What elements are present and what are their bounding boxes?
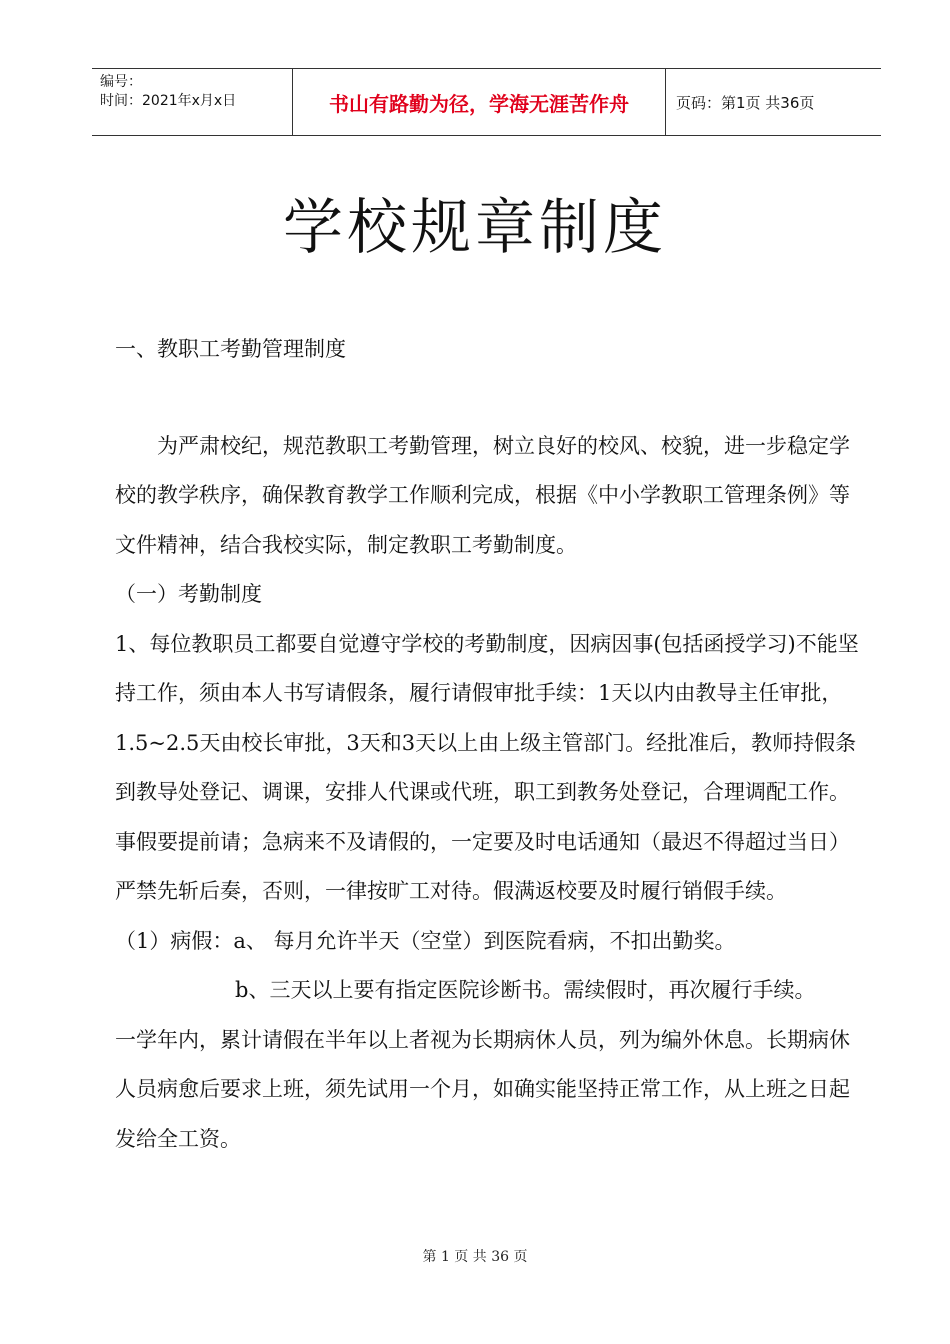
time-label: 时间：2021年x月x日: [100, 93, 237, 109]
sick-leave-b: b、三天以上要有指定医院诊断书。需续假时，再次履行手续。: [235, 978, 816, 1002]
sick-leave-a: （1）病假：a、 每月允许半天（空堂）到医院看病，不扣出勤奖。: [115, 928, 736, 953]
document-header: [92, 68, 881, 136]
document-body: [115, 325, 860, 1164]
header-motto: 书山有路勤为径，学海无涯苦作舟: [293, 69, 666, 135]
section-heading: 一、教职工考勤管理制度: [115, 337, 346, 361]
intro-paragraph: 为严肃校纪，规范教职工考勤管理，树立良好的校风、校貌，进一步稳定学校的教学秩序，确保教育教学工作顺利完成，根据《中小学教职工管理条例》等文件精神，结合我校实际，制定教职工考勤制度。: [115, 433, 850, 557]
long-term-leave-paragraph: 一学年内，累计请假在半年以上者视为长期病休人员，列为编外休息。长期病休人员病愈后要求上班，须先试用一个月，如确实能坚持正常工作，从上班之日起发给全工资。: [115, 1027, 850, 1151]
document-title: 学校规章制度: [283, 193, 667, 263]
page-footer: 第 1 页 共 36 页: [422, 1249, 528, 1265]
header-meta: [92, 69, 293, 135]
number-label: 编号：: [100, 74, 142, 90]
header-page-info: 页码：第1页 共36页: [676, 93, 815, 112]
subsection-heading: （一）考勤制度: [115, 582, 262, 606]
attendance-item-1: 1、每位教职员工都要自觉遵守学校的考勤制度，因病因事(包括函授学习)不能坚持工作，须由本人书写请假条，履行请假审批手续：1天以内由教导主任审批，1.5~2.5天由校长审批，3天和3天以上由上级主管部门。经批准后，教师持假条到教导处登记、调课，安排人代课或代班，职工到教务处登记，合理调配工作。事假要提前请；急病来不及请假的，一定要及时电话通知（最迟不得超过当日）严禁先斩后奏，否则，一律按旷工对待。假满返校要及时履行销假手续。: [115, 631, 859, 903]
